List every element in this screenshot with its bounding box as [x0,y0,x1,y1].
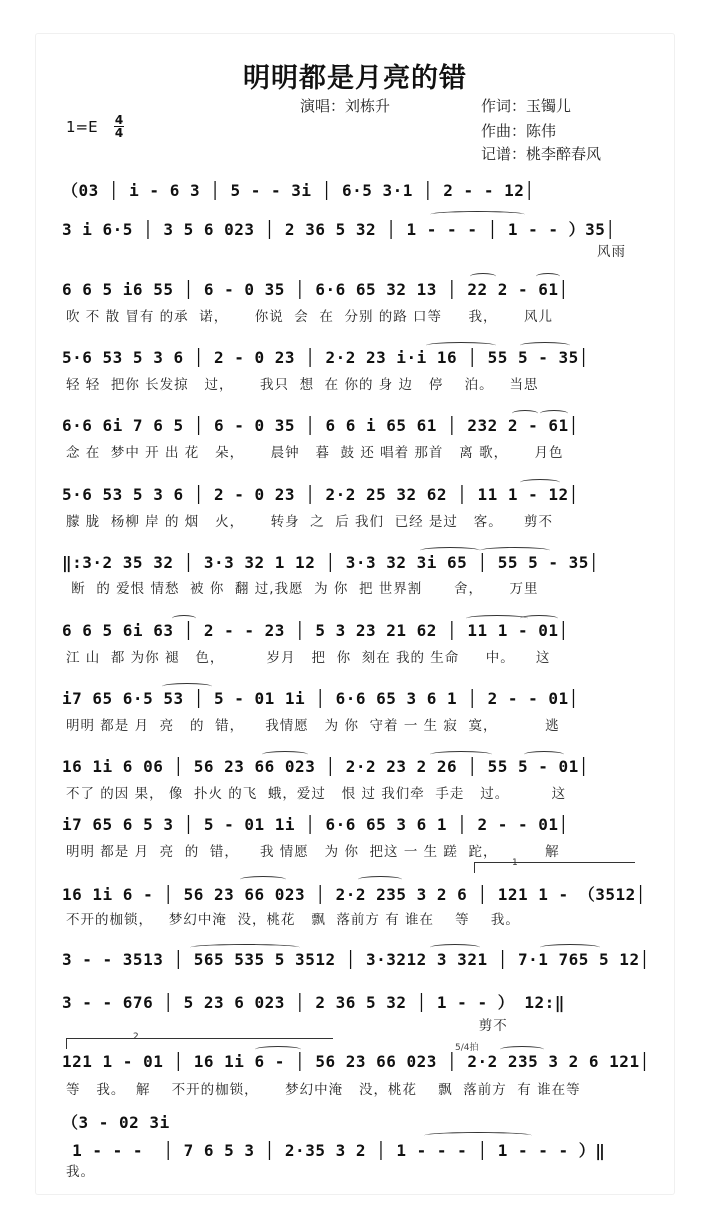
tie-arc [424,1132,532,1139]
transcriber-credit: 记谱：桃李醉春风 [481,145,602,163]
notation-line-16: （3 - 02 3i [62,1113,170,1132]
notation-line-2: 3 i 6·5 │ 3 5 6 023 │ 2 36 5 32 │ 1 - - - │ 1 - - ）35│ [62,220,616,239]
time-signature [112,114,126,139]
notation-line-13: 3 - - 3513 │ 565 535 5 3512 │ 3·3212 3 321 │ 7·1 765 5 12│ [62,950,650,969]
volta-label-1: 1 [512,858,518,868]
slur-arc [536,273,560,280]
slur-arc [162,683,212,690]
slur-arc [255,1046,301,1053]
notation-line-4: 5·6 53 5 3 6 │ 2 - 0 23 │ 2·2 23 i·i 16 │ 55 5 - 35│ [62,348,589,367]
slur-arc [466,615,528,622]
tie-arc [520,479,560,486]
lyric-line-4: 轻 轻 把你 长发掠 过， 我只 想 在 你的 身 边 停 泊。 当思 [66,377,539,393]
song-title: 明明都是月亮的错 [243,63,467,94]
tie-arc [540,410,568,417]
slur-arc [172,615,196,622]
slur-arc [190,944,300,951]
slur-arc [240,876,286,883]
volta-label-2: 2 [133,1032,139,1042]
notation-line-1: （03 │ i - 6 3 │ 5 - - 3i │ 6·5 3·1 │ 2 - - 12│ [62,181,535,200]
volta-bracket-1 [474,862,635,873]
lyric-line-17: 我。 [66,1164,95,1180]
slur-arc [426,342,496,349]
tie-arc [480,547,550,554]
notation-line-11: i7 65 6 5 3 │ 5 - 01 1i │ 6·6 65 3 6 1 │ 2 - - 01│ [62,815,569,834]
lyric-line-14: 剪不 [66,1018,508,1034]
notation-line-9: i7 65 6·5 53 │ 5 - 01 1i │ 6·6 65 3 6 1 │ 2 - - 01│ [62,689,579,708]
slur-arc [470,273,496,280]
composer-credit: 作曲：陈伟 [481,122,557,140]
lyric-line-8: 江 山 都 为你 褪 色， 岁月 把 你 刻在 我的 生命 中。 这 [66,650,551,666]
notation-line-3: 6 6 5 i6 55 │ 6 - 0 35 │ 6·6 65 32 13 │ 22 2 - 61│ [62,280,569,299]
notation-line-12: 16 1i 6 - │ 56 23 66 023 │ 2·2 235 3 2 6 │ 121 1 - （3512│ [62,885,646,904]
time-signature-bottom: 4 [114,126,124,140]
notation-line-10: 16 1i 6 06 │ 56 23 66 023 │ 2·2 23 2 26 │ 55 5 - 01│ [62,757,589,776]
lyric-line-6: 朦 胧 杨柳 岸 的 烟 火， 转身 之 后 我们 已经 是过 客。 剪不 [66,514,553,530]
lyric-line-12: 不开的枷锁， 梦幻中淹 没，桃花 飘 落前方 有 谁在 等 我。 [66,912,520,928]
notation-line-14: 3 - - 676 │ 5 23 6 023 │ 2 36 5 32 │ 1 - - ） 12:‖ [62,993,565,1012]
slur-arc [430,751,492,758]
slur-arc [262,751,308,758]
slur-arc [500,1046,544,1053]
notation-line-6: 5·6 53 5 3 6 │ 2 - 0 23 │ 2·2 25 32 62 │ 11 1 - 12│ [62,485,579,504]
slur-arc [358,876,402,883]
slur-arc [540,944,600,951]
time-signature-top: 4 [114,113,124,127]
tie-arc [520,342,570,349]
key-signature: 1=E [66,118,98,136]
notation-line-5: 6·6 6i 7 6 5 │ 6 - 0 35 │ 6 6 i 65 61 │ 232 2 - 61│ [62,416,579,435]
lyric-line-10: 不了 的因 果， 像 扑火 的飞 蛾，爱过 恨 过 我们牵 手走 过。 这 [66,786,567,802]
lyric-line-2: 风雨 [597,244,626,260]
slur-arc [420,547,480,554]
lyric-line-7: 断 的 爱恨 情愁 被 你 翻 过,我愿 为 你 把 世界割 舍， 万里 [66,581,539,597]
tie-arc [524,751,564,758]
singer-credit: 演唱：刘栋升 [300,97,391,115]
lyricist-credit: 作词：玉镯儿 [481,97,572,115]
tie-arc [430,211,525,218]
lyric-line-11: 明明 都是 月 亮 的 错， 我 情愿 为 你 把这 一 生 蹉 跎， 解 [66,844,560,860]
tie-arc [520,615,558,622]
slur-arc [512,410,538,417]
lyric-line-15: 等 我。 解 不开的枷锁， 梦幻中淹 没，桃花 飘 落前方 有 谁在等 [66,1082,581,1098]
notation-line-8: 6 6 5 6i 63 │ 2 - - 23 │ 5 3 23 21 62 │ 11 1 - 01│ [62,621,569,640]
notation-line-17: 1 - - - │ 7 6 5 3 │ 2·35 3 2 │ 1 - - - │ 1 - - - ）‖ [62,1141,606,1160]
notation-line-7: ‖:3·2 35 32 │ 3·3 32 1 12 │ 3·3 32 3i 65 │ 55 5 - 35│ [62,553,600,572]
beat-change-note: 5/4拍 [455,1043,479,1053]
lyric-line-9: 明明 都是 月 亮 的 错， 我情愿 为 你 守着 一 生 寂 寞， 逃 [66,718,560,734]
lyric-line-3: 吹 不 散 冒有 的承 诺， 你说 会 在 分别 的路 口等 我， 风儿 [66,309,553,325]
lyric-line-5: 念 在 梦中 开 出 花 朵， 晨钟 暮 鼓 还 唱着 那首 离 歌， 月色 [66,445,564,461]
slur-arc [430,944,480,951]
notation-line-15: 121 1 - 01 │ 16 1i 6 - │ 56 23 66 023 │ 2·2 235 3 2 6 121│ [62,1052,650,1071]
